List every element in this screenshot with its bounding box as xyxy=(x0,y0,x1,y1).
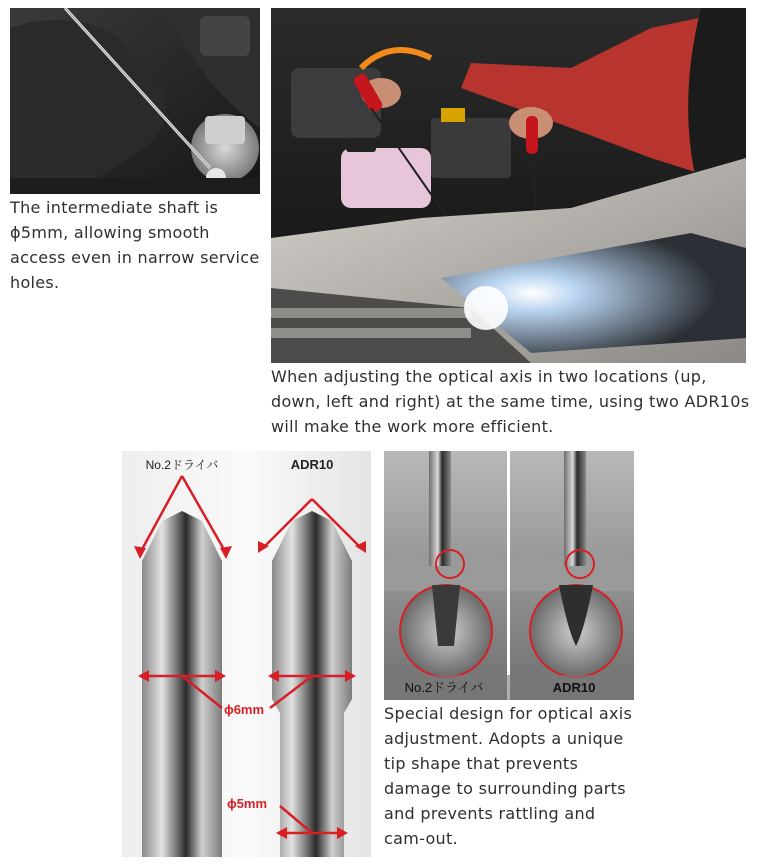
shaft-photo xyxy=(10,8,260,194)
dimension-6mm-label: ϕ6mm xyxy=(223,702,265,717)
tip-caption: Special design for optical axis adjustment. Adopts a unique tip shape that prevents damage to surrounding parts and prevents rattling and cam-out. xyxy=(384,704,633,848)
tip-comparison-diagram xyxy=(122,451,371,857)
adr10-shaft xyxy=(272,511,352,857)
tip-detail-right-label: ADR10 xyxy=(552,680,596,695)
comparison-left-label: No.2ドライバ xyxy=(145,458,219,472)
axis-caption: When adjusting the optical axis in two locations (up, down, left and right) at the same time, using two ADR10s will make the work more efficient. xyxy=(271,367,750,436)
dimension-5mm-label: ϕ5mm xyxy=(226,796,268,811)
comparison-right-label: ADR10 xyxy=(290,457,334,472)
tip-detail-photo xyxy=(384,451,634,700)
headlight-photo xyxy=(271,8,746,363)
tip-detail-left-label: No.2ドライバ xyxy=(404,680,484,695)
no2-driver-shaft xyxy=(142,511,222,857)
shaft-caption: The intermediate shaft is ϕ5mm, allowing smooth access even in narrow service holes. xyxy=(10,198,260,292)
